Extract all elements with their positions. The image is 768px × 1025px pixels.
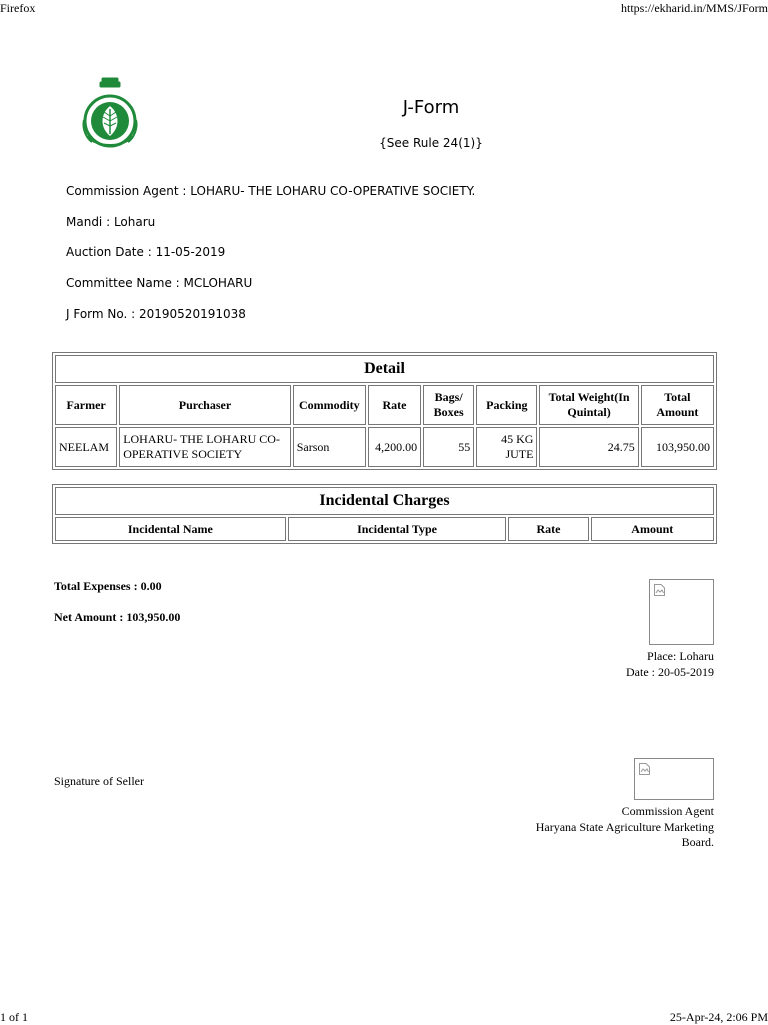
col-purchaser-header: Purchaser [119,385,291,425]
col-packing-header: Packing [476,385,537,425]
mandi-line [66,215,155,229]
col-incidental-type-header: Incidental Type [288,517,507,541]
commission-agent-line [66,184,475,198]
form-title: J-Form [402,97,460,118]
col-incidental-name-header: Incidental Name [55,517,286,541]
board-emblem-logo [78,76,142,156]
print-timestamp: 25-Apr-24, 2:06 PM [669,1010,768,1024]
form-subtitle: {See Rule 24(1)} [379,136,483,150]
farmer-cell: NEELAM [55,427,117,467]
broken-image-icon [639,763,650,775]
stamp-image-placeholder [649,579,714,645]
info-label: Mandi : [66,215,114,229]
detail-table [52,352,717,470]
rate-cell: 4,200.00 [368,427,421,467]
signature-image-placeholder [634,758,714,800]
info-label: J Form No. : [66,307,139,321]
info-value: Loharu [113,215,156,229]
detail-caption: Detail [55,355,714,383]
col-farmer-header: Farmer [55,385,117,425]
total-expenses: Total Expenses : 0.00 [54,579,162,593]
page-url: https://ekharid.in/MMS/JForm [620,1,768,15]
packing-cell: 45 KG JUTE [476,427,537,467]
col-bags-header: Bags/ Boxes [423,385,474,425]
broken-image-icon [654,584,665,596]
board-name-line1: Haryana State Agriculture Marketing [535,820,714,834]
j-form-number-line [66,307,246,321]
col-incidental-rate-header: Rate [508,517,588,541]
auction-date-line [66,245,225,259]
col-weight-header: Total Weight(In Quintal) [539,385,638,425]
info-label: Committee Name : [66,276,184,290]
committee-name-line [66,276,252,290]
info-value: LOHARU- THE LOHARU CO-OPERATIVE SOCIETY. [190,184,476,198]
incidental-charges-table [52,484,717,544]
browser-name: Firefox [0,1,36,15]
info-value: 20190520191038 [139,307,246,321]
table-row [55,427,714,467]
col-commodity-header: Commodity [293,385,366,425]
col-incidental-amount-header: Amount [591,517,714,541]
info-value: 11-05-2019 [155,245,226,259]
bags-cell: 55 [423,427,474,467]
weight-cell: 24.75 [539,427,638,467]
date: Date : 20-05-2019 [626,665,714,679]
page-count: 1 of 1 [0,1010,28,1024]
info-value: MCLOHARU [183,276,253,290]
amount-cell: 103,950.00 [641,427,714,467]
place: Place: Loharu [647,649,714,663]
commodity-cell: Sarson [293,427,366,467]
col-amount-header: Total Amount [641,385,714,425]
signature-of-seller: Signature of Seller [54,774,144,788]
incidental-caption: Incidental Charges [55,487,714,515]
info-label: Commission Agent : [66,184,191,198]
net-amount: Net Amount : 103,950.00 [54,610,181,624]
info-label: Auction Date : [66,245,156,259]
commission-agent-label: Commission Agent [621,804,714,818]
board-name-line2: Board. [681,835,714,849]
col-rate-header: Rate [368,385,421,425]
purchaser-cell: LOHARU- THE LOHARU CO-OPERATIVE SOCIETY [119,427,291,467]
